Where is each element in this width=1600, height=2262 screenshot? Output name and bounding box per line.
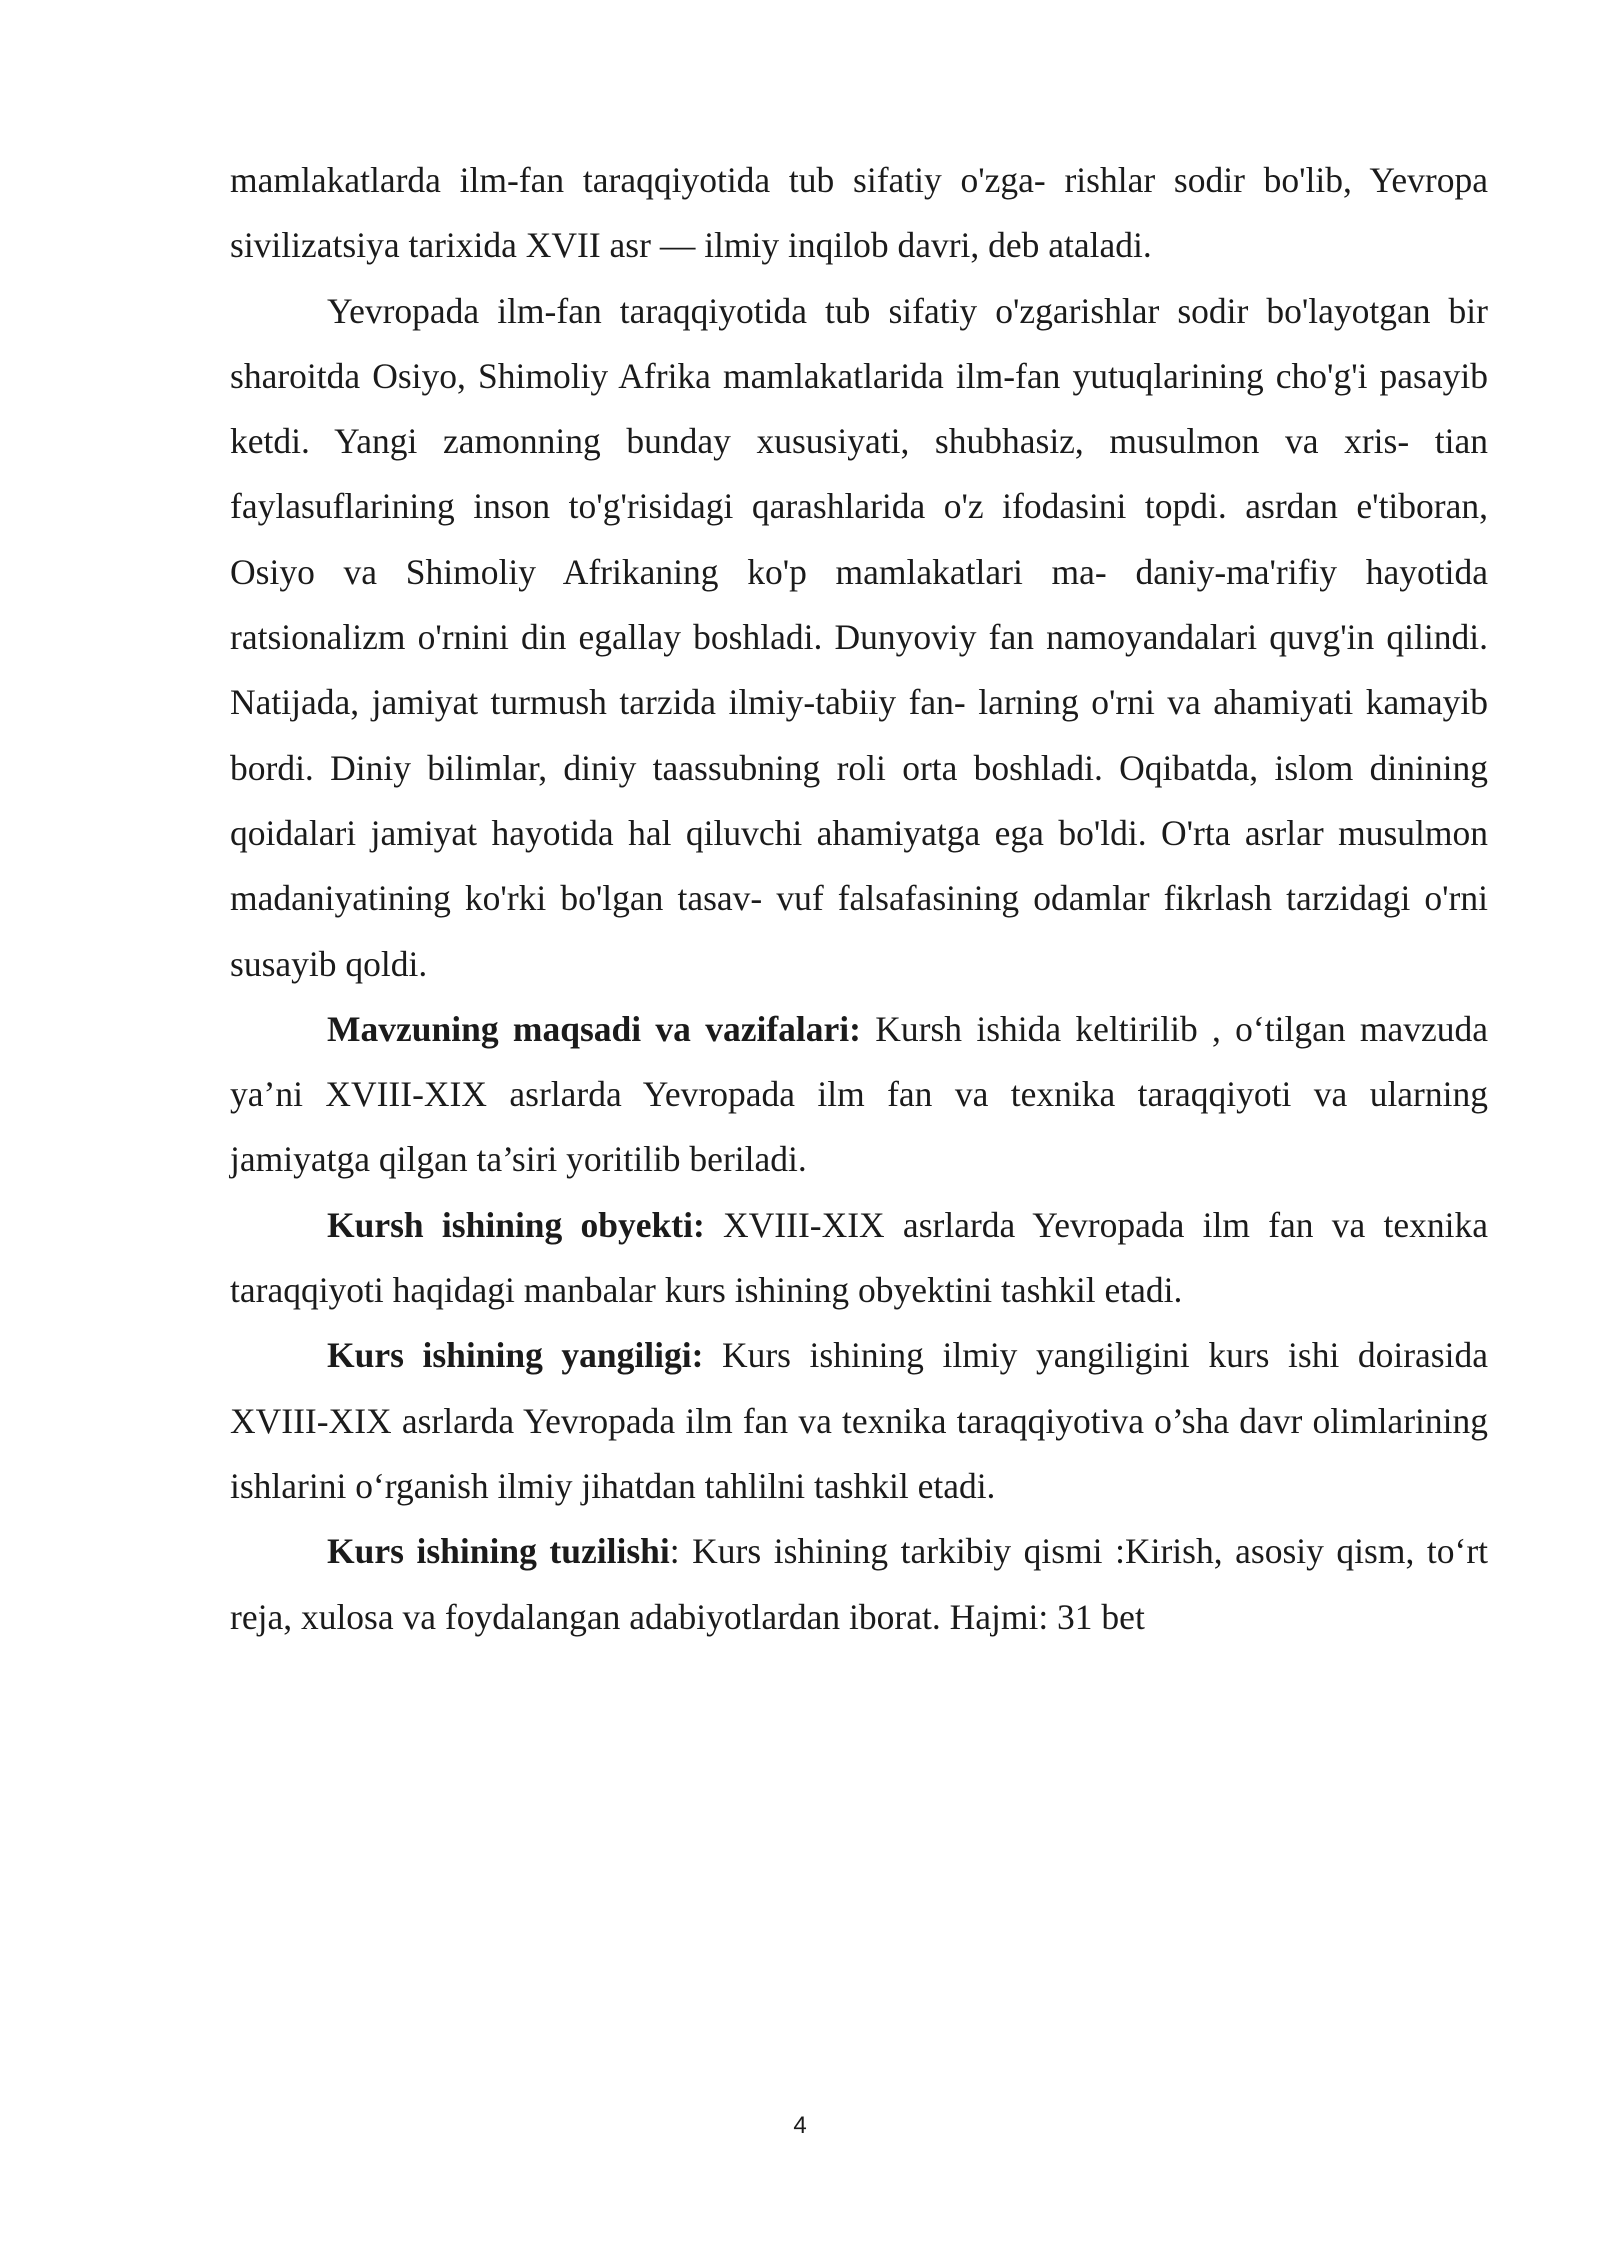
paragraph-text: XVIII-XIX asrlarda Yevropada ilm fan va texnika taraqqiyoti haqidagi manbalar kurs ishining obyektini tashkil etadi. xyxy=(230,1204,1488,1311)
paragraph-novelty xyxy=(230,1323,1488,1519)
paragraph-heading: Mavzuning maqsadi va vazifalari: xyxy=(327,1008,861,1049)
paragraph-text: mamlakatlarda ilm-fan taraqqiyotida tub sifatiy o'zga- rishlar sodir bo'lib, Yevropa sivilizatsiya tarixida XVII asr — ilmiy inqilob davri, deb ataladi. xyxy=(230,160,1488,266)
body-text xyxy=(230,148,1488,1650)
paragraph-text: : Kurs ishining tarkibiy qismi :Kirish, asosiy qism, to‘rt reja, xulosa va foydalangan adabiyotlardan iborat. Hajmi: 31 bet xyxy=(230,1531,1488,1637)
paragraph-asia-africa xyxy=(230,279,1488,997)
paragraph-object xyxy=(230,1193,1488,1324)
page-number: 4 xyxy=(793,2112,807,2139)
paragraph-intro-continuation xyxy=(230,148,1488,279)
paragraph-heading: Kurs ishining tuzilishi xyxy=(327,1531,670,1572)
paragraph-text: Kursh ishida keltirilib , o‘tilgan mavzuda ya’ni XVIII-XIX asrlarda Yevropada ilm fan va texnika taraqqiyoti va ularning jamiyatga qilgan ta’siri yoritilib beriladi. xyxy=(230,1008,1488,1180)
paragraph-goals xyxy=(230,997,1488,1193)
paragraph-heading: Kurs ishining yangiligi: xyxy=(327,1335,704,1376)
paragraph-text: Kurs ishining ilmiy yangiligini kurs ishi doirasida XVIII-XIX asrlarda Yevropada ilm fan va texnika taraqqiyotiva o’sha davr olimlarining ishlarini o‘rganish ilmiy jihatdan tahlilni tashkil etadi. xyxy=(230,1335,1488,1506)
paragraph-text: Yevropada ilm-fan taraqqiyotida tub sifatiy o'zgarishlar sodir bo'layotgan bir sharoitda Osiyo, Shimoliy Afrika mamlakatlarida ilm-fan yutuqlarining cho'g'i pasayib ketdi. Yangi zamonning bunday xususiyati, shubhasiz, musulmon va xris- tian faylasuflarining inson to'g'risidagi qarashlarida o'z ifodasini topdi. asrdan e'tiboran, Osiyo va Shimoliy Afrikaning ko'p mamlakatlari ma- daniy-ma'rifiy hayotida ratsionalizm o'rnini din egallay boshladi. Dunyoviy fan namoyandalari quvg'in qilindi. Natijada, jamiyat turmush tarzida ilmiy-tabiiy fan- larning o'rni va ahamiyati kamayib bordi. Diniy bilimlar, diniy taassubning roli orta boshladi. Oqibatda, islom dinining qoidalari jamiyat hayotida hal qiluvchi ahamiyatga ega bo'ldi. O'rta asrlar musulmon madaniyatining ko'rki bo'lgan tasav- vuf falsafasining odamlar fikrlash tarzidagi o'rni susayib qoldi. xyxy=(230,290,1488,984)
paragraph-heading: Kursh ishining obyekti: xyxy=(327,1204,705,1245)
paragraph-structure xyxy=(230,1519,1488,1650)
